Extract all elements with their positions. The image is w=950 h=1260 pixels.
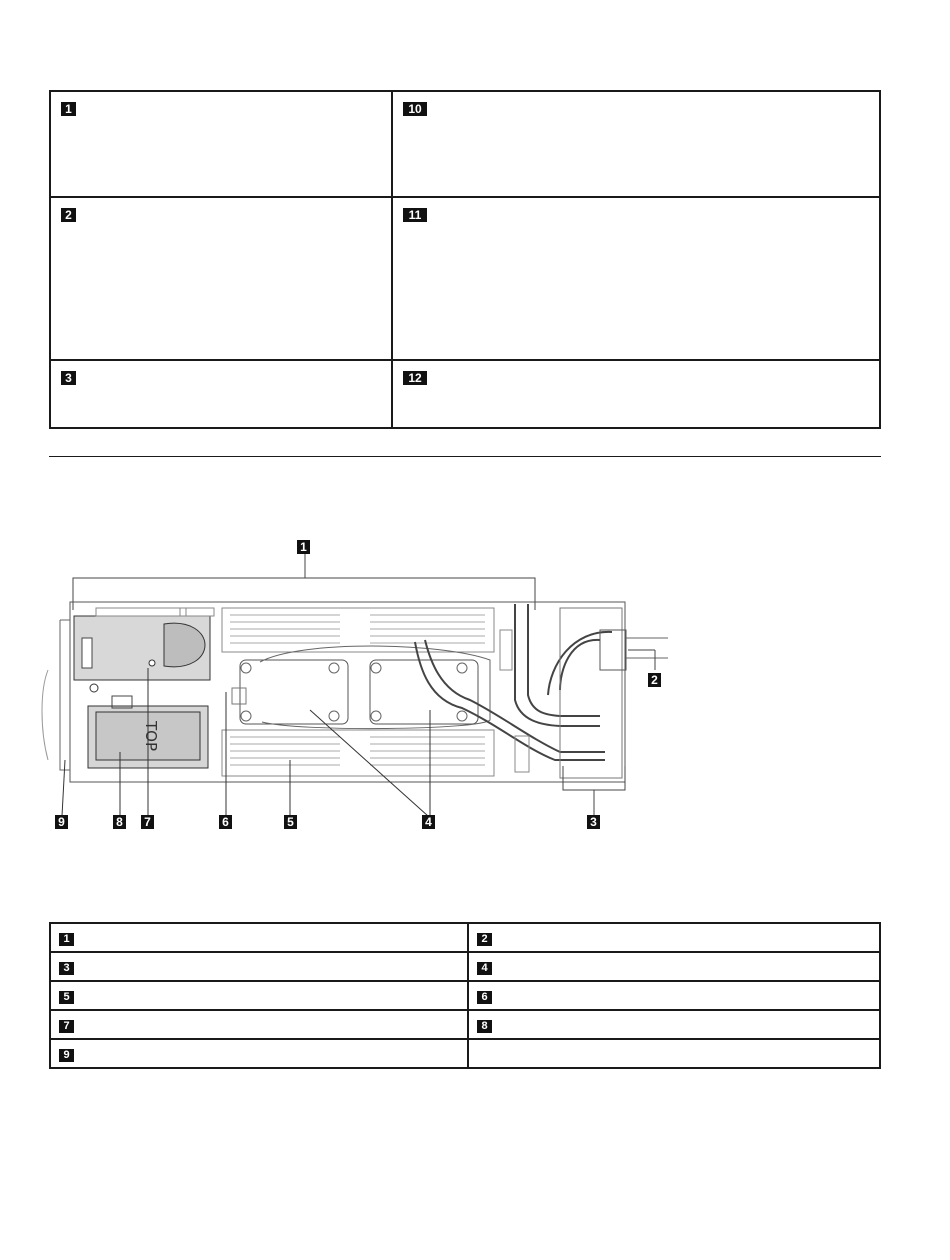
server-tray-diagram	[0, 520, 950, 840]
table-cell	[468, 981, 880, 1010]
legend-badge: 7	[59, 1020, 74, 1033]
callout-6: 6	[222, 815, 229, 829]
callout-badge: 3	[61, 371, 76, 385]
table-cell	[468, 1010, 880, 1039]
table-row	[50, 1010, 880, 1039]
legend-badge: 5	[59, 991, 74, 1004]
table-cell	[392, 197, 880, 360]
legend-badge: 9	[59, 1049, 74, 1062]
table-cell	[50, 1039, 468, 1068]
callout-5: 5	[287, 815, 294, 829]
callout-badge: 11	[403, 208, 427, 222]
callout-2: 2	[651, 673, 658, 687]
callout-7: 7	[144, 815, 151, 829]
table-cell	[50, 91, 392, 197]
table-row	[50, 360, 880, 428]
table-row	[50, 952, 880, 981]
table-cell	[50, 360, 392, 428]
table-row	[50, 197, 880, 360]
table-cell-empty	[468, 1039, 880, 1068]
legend-table	[49, 922, 881, 1069]
table-row	[50, 1039, 880, 1068]
legend-badge: 2	[477, 933, 492, 946]
table-cell	[50, 952, 468, 981]
section-divider	[49, 456, 881, 457]
callout-badge: 1	[61, 102, 76, 116]
callout-9: 9	[58, 815, 65, 829]
callout-badge: 12	[403, 371, 427, 385]
table-cell	[392, 91, 880, 197]
table-cell	[468, 952, 880, 981]
table-cell	[468, 923, 880, 952]
legend-badge: 3	[59, 962, 74, 975]
callout-4: 4	[425, 815, 432, 829]
table-row	[50, 91, 880, 197]
table-cell	[392, 360, 880, 428]
callout-table	[49, 90, 881, 429]
callout-8: 8	[116, 815, 123, 829]
legend-badge: 6	[477, 991, 492, 1004]
table-cell	[50, 981, 468, 1010]
legend-badge: 8	[477, 1020, 492, 1033]
table-row	[50, 981, 880, 1010]
drive-top-label: TOP	[142, 720, 160, 752]
legend-badge: 1	[59, 933, 74, 946]
callout-badge: 2	[61, 208, 76, 222]
callout-1: 1	[300, 540, 307, 554]
callout-3: 3	[590, 815, 597, 829]
table-cell	[50, 197, 392, 360]
legend-badge: 4	[477, 962, 492, 975]
table-cell	[50, 1010, 468, 1039]
table-row	[50, 923, 880, 952]
table-cell	[50, 923, 468, 952]
tray-illustration	[0, 520, 950, 840]
callout-badge: 10	[403, 102, 427, 116]
